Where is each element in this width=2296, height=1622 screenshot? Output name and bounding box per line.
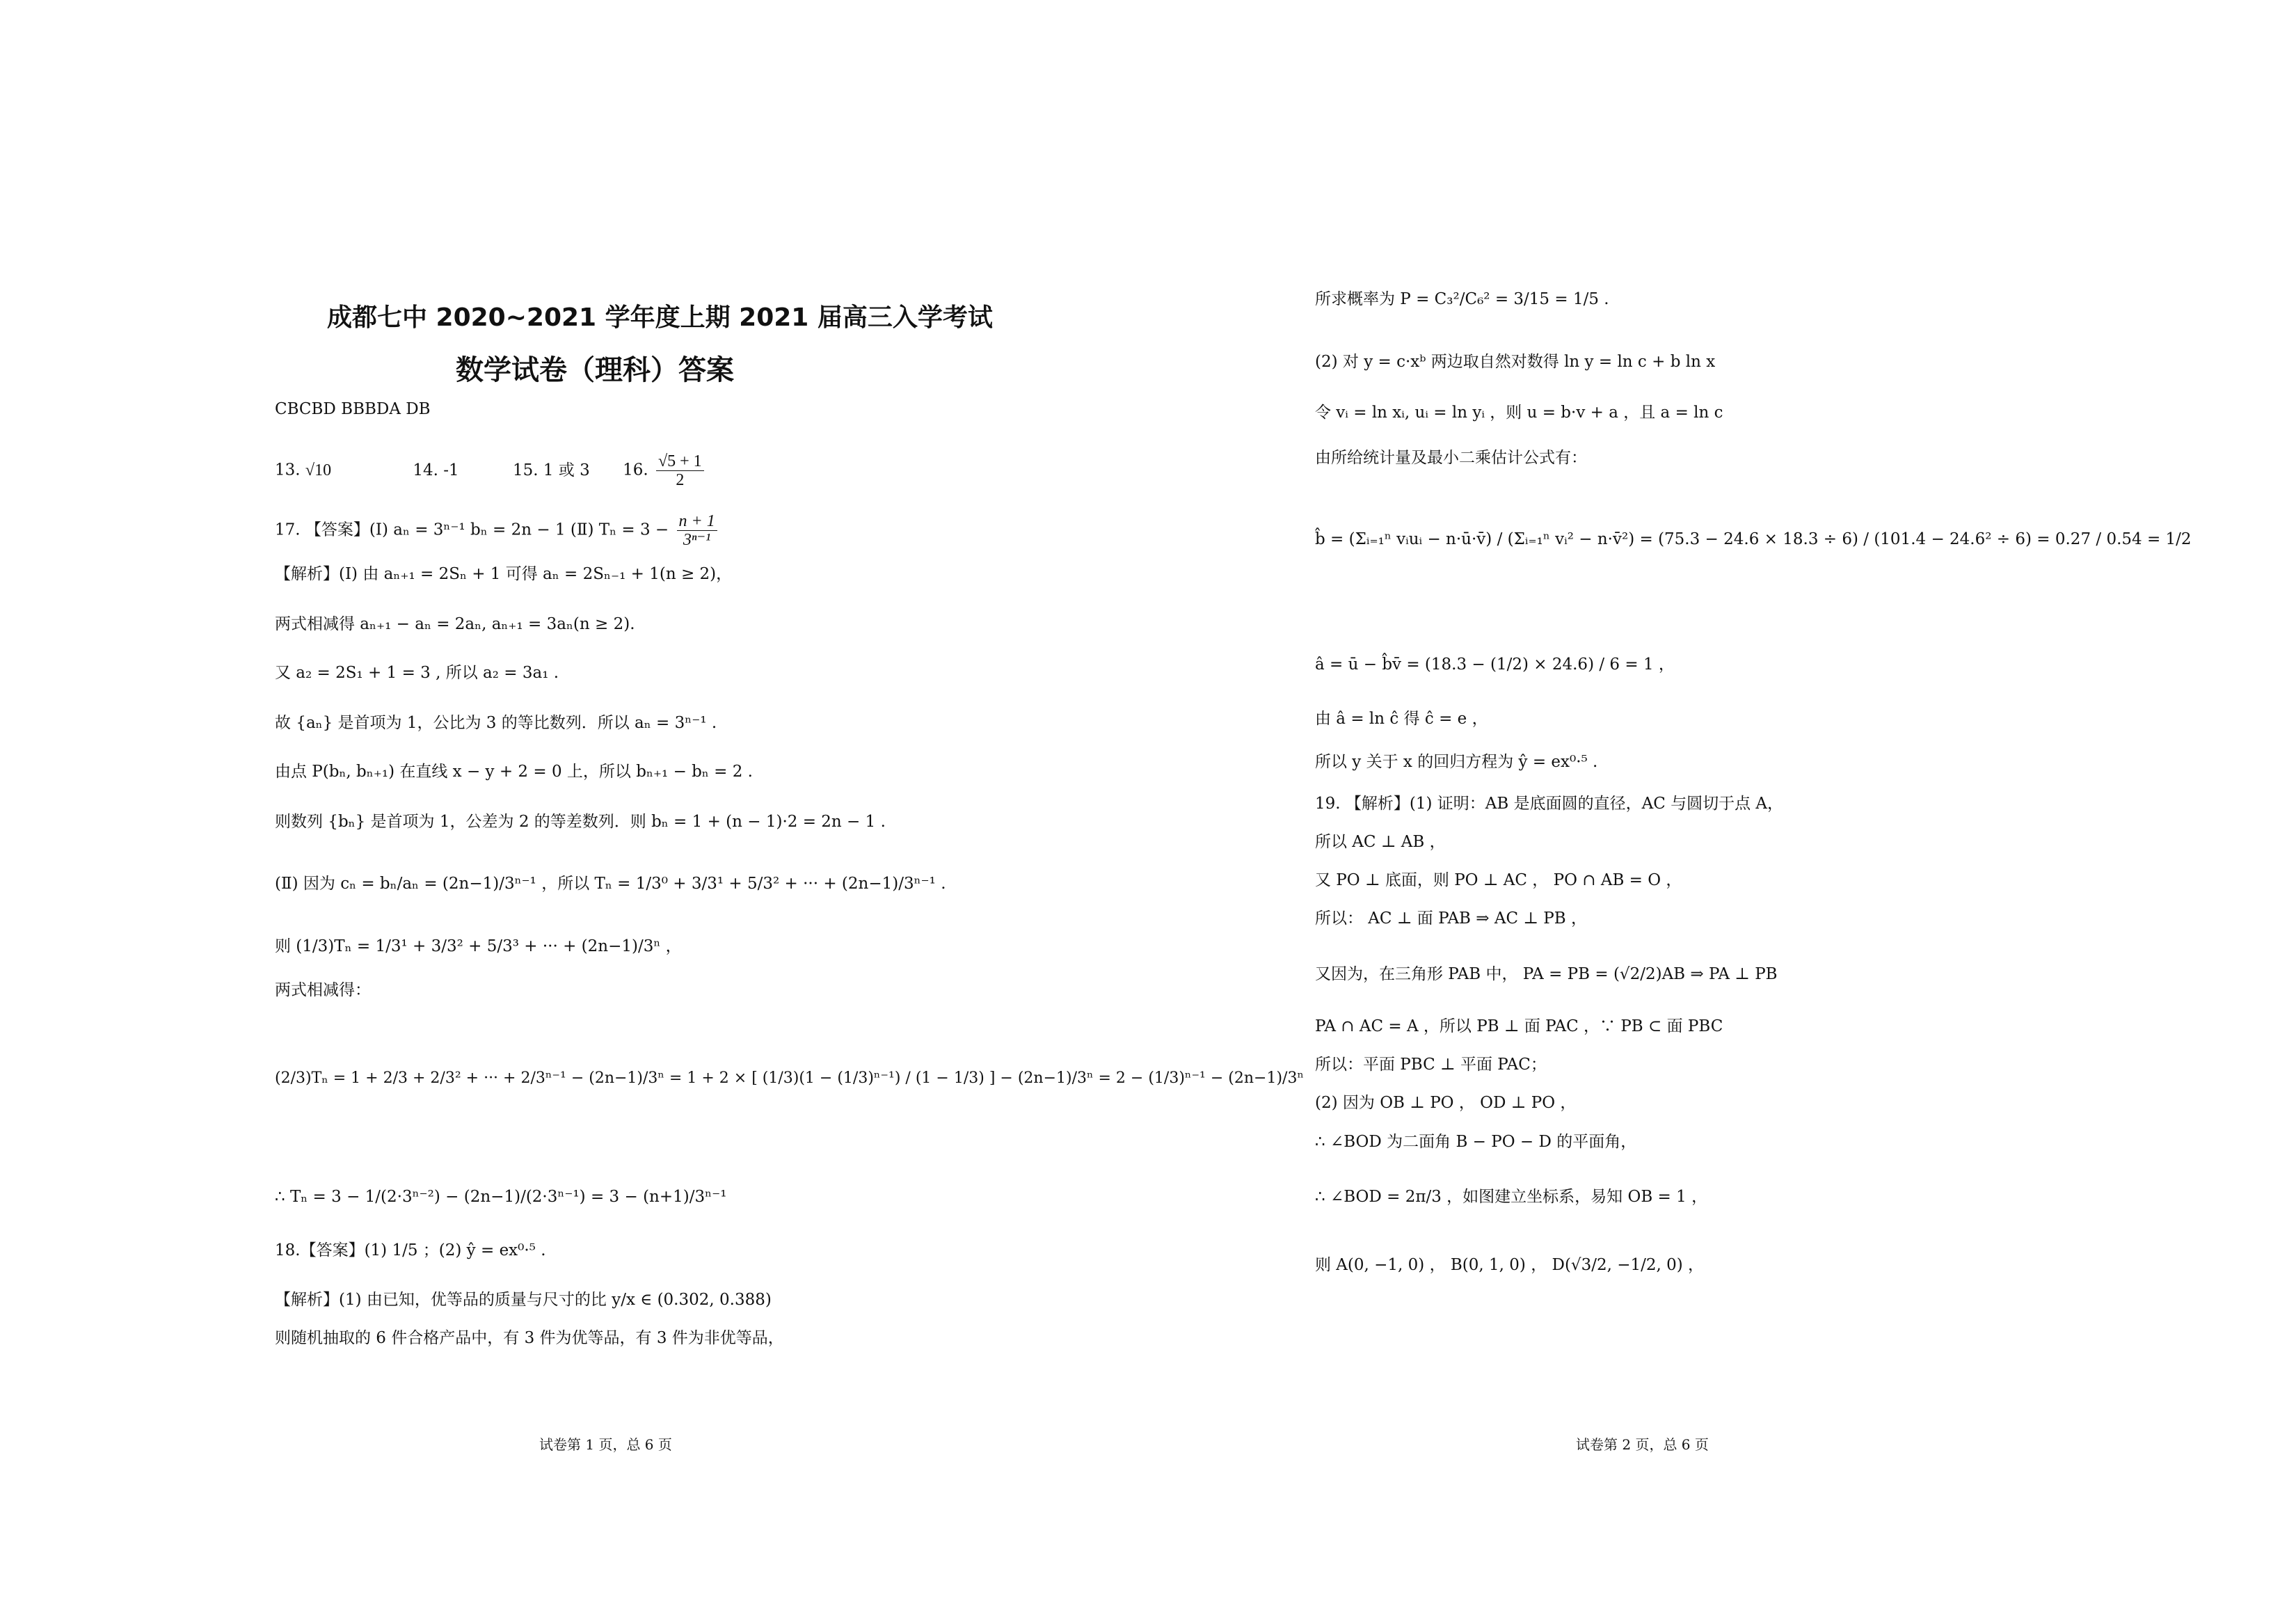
q17-line-3: 又 a₂ = 2S₁ + 1 = 3 , 所以 a₂ = 3a₁ . — [275, 664, 559, 682]
q18-regression: 所以 y 关于 x 的回归方程为 ŷ = ex⁰·⁵ . — [1315, 753, 1598, 771]
q19-line-6: PA ∩ AC = A ，所以 PB ⊥ 面 PAC ，∵ PB ⊂ 面 PBC — [1315, 1017, 1723, 1035]
q17-part2: (Ⅱ) 因为 cₙ = bₙ/aₙ = (2n−1)/3ⁿ⁻¹ ，所以 Tₙ = 1/3⁰ + 3/3¹ + 5/3² + ··· + (2n−1)/3ⁿ⁻¹ . — [275, 875, 946, 893]
choice-answers: CBCBD BBBDA DB — [275, 400, 431, 418]
q13-answer: √10 — [305, 461, 332, 479]
q18-b-hat: b̂ = (Σᵢ₌₁ⁿ vᵢuᵢ − n·ū·v̄) / (Σᵢ₌₁ⁿ vᵢ² − n·v̄²) = (75.3 − 24.6 × 18.3 ÷ 6) / (101.4 − 24.6² ÷ 6) = 0.27 / 0.54 = 1/2 — [1315, 530, 2192, 548]
page-footer-1: 试卷第 1 页，总 6 页 — [539, 1436, 672, 1453]
q18-substitution: 令 vᵢ = ln xᵢ, uᵢ = ln yᵢ ，则 u = b·v + a ，且 a = ln c — [1315, 404, 1723, 422]
q18-a-hat: â = ū − b̂v̄ = (18.3 − (1/2) × 24.6) / 6 = 1 ， — [1315, 655, 1675, 674]
q16-answer: $\frac{√5 + 1}{2}$ — [656, 452, 704, 489]
q18-line-1: 【解析】(1) 由已知，优等品的质量与尺寸的比 y/x ∈ (0.302, 0.388) — [275, 1291, 772, 1309]
q17-big-equation: (2/3)Tₙ = 1 + 2/3 + 2/3² + ··· + 2/3ⁿ⁻¹ − (2n−1)/3ⁿ = 1 + 2 × [ (1/3)(1 − (1/3)ⁿ⁻¹) / (1 − 1/3) ] − (2n−1)/3ⁿ = 2 − (1/3)ⁿ⁻¹ − (2n−1)/3ⁿ — [275, 1070, 1304, 1087]
exam-title: 成都七中 2020~2021 学年度上期 2021 届高三入学考试 — [327, 303, 993, 332]
q19-line-9: ∴ ∠BOD 为二面角 B − PO − D 的平面角， — [1315, 1133, 1637, 1151]
q17-line-2: 两式相减得 aₙ₊₁ − aₙ = 2aₙ, aₙ₊₁ = 3aₙ(n ≥ 2). — [275, 615, 635, 633]
q19-line-2: 所以 AC ⊥ AB ， — [1315, 833, 1446, 851]
q19-line-11: 则 A(0, −1, 0) ， B(0, 1, 0) ， D(√3/2, −1/2, 0) ， — [1315, 1256, 1705, 1274]
q19-line-8: (2) 因为 OB ⊥ PO ， OD ⊥ PO ， — [1315, 1094, 1577, 1112]
q18-probability: 所求概率为 P = C₃²/C₆² = 3/15 = 1/5 . — [1315, 290, 1609, 308]
exam-subtitle: 数学试卷（理科）答案 — [456, 354, 734, 386]
q17-line-6: 则数列 {bₙ} 是首项为 1，公差为 2 的等差数列．则 bₙ = 1 + (n − 1)·2 = 2n − 1 . — [275, 813, 886, 831]
q17-third: 则 (1/3)Tₙ = 1/3¹ + 3/3² + 5/3³ + ··· + (2n−1)/3ⁿ ， — [275, 937, 682, 955]
q18-line-2: 则随机抽取的 6 件合格产品中，有 3 件为优等品，有 3 件为非优等品， — [275, 1329, 784, 1347]
q15-answer: 15. 1 或 3 — [512, 461, 590, 479]
fill-in-answers: 13. √10 14. -1 15. 1 或 3 16. $\frac{√5 + 1}{2}$ — [275, 452, 707, 489]
q17-line-1: 【解析】(Ⅰ) 由 aₙ₊₁ = 2Sₙ + 1 可得 aₙ = 2Sₙ₋₁ + 1(n ≥ 2)， — [275, 565, 733, 583]
q19-line-7: 所以：平面 PBC ⊥ 平面 PAC； — [1315, 1056, 1547, 1074]
q18-answer: 18.【答案】(1) 1/5 ；(2) ŷ = ex⁰·⁵ . — [275, 1241, 546, 1259]
q19-line-1: 19. 【解析】(1) 证明：AB 是底面圆的直径，AC 与圆切于点 A， — [1315, 795, 1784, 813]
q17-final: ∴ Tₙ = 3 − 1/(2·3ⁿ⁻²) − (2n−1)/(2·3ⁿ⁻¹) = 3 − (n+1)/3ⁿ⁻¹ — [275, 1188, 727, 1206]
q18-least-squares-intro: 由所给统计量及最小二乘估计公式有： — [1315, 449, 1587, 467]
q17-line-4: 故 {aₙ} 是首项为 1，公比为 3 的等比数列．所以 aₙ = 3ⁿ⁻¹ . — [275, 714, 717, 732]
q19-line-10: ∴ ∠BOD = 2π/3 ，如图建立坐标系，易知 OB = 1 ， — [1315, 1188, 1708, 1206]
q18-part2: (2) 对 y = c·xᵇ 两边取自然对数得 ln y = ln c + b ln x — [1315, 353, 1716, 371]
q17-answer: 17. 【答案】(Ⅰ) aₙ = 3ⁿ⁻¹ bₙ = 2n − 1 (Ⅱ) Tₙ = 3 − $\frac{n + 1}{\text{3ⁿ⁻¹}}$ — [275, 512, 720, 549]
q18-c-hat: 由 â = ln ĉ 得 ĉ = e ， — [1315, 710, 1488, 728]
q19-line-3: 又 PO ⊥ 底面，则 PO ⊥ AC ， PO ∩ AB = O ， — [1315, 871, 1682, 889]
q14-answer: 14. -1 — [413, 461, 459, 479]
q17-subtract: 两式相减得： — [275, 981, 371, 999]
q19-line-4: 所以： AC ⊥ 面 PAB ⇒ AC ⊥ PB ， — [1315, 909, 1587, 928]
q17-line-5: 由点 P(bₙ, bₙ₊₁) 在直线 x − y + 2 = 0 上，所以 bₙ₊₁ − bₙ = 2 . — [275, 763, 753, 781]
page-right — [1148, 0, 2296, 1622]
page-footer-2: 试卷第 2 页，总 6 页 — [1576, 1436, 1709, 1453]
q19-line-5: 又因为，在三角形 PAB 中， PA = PB = (√2/2)AB ⇒ PA ⊥ PB — [1315, 965, 1778, 983]
